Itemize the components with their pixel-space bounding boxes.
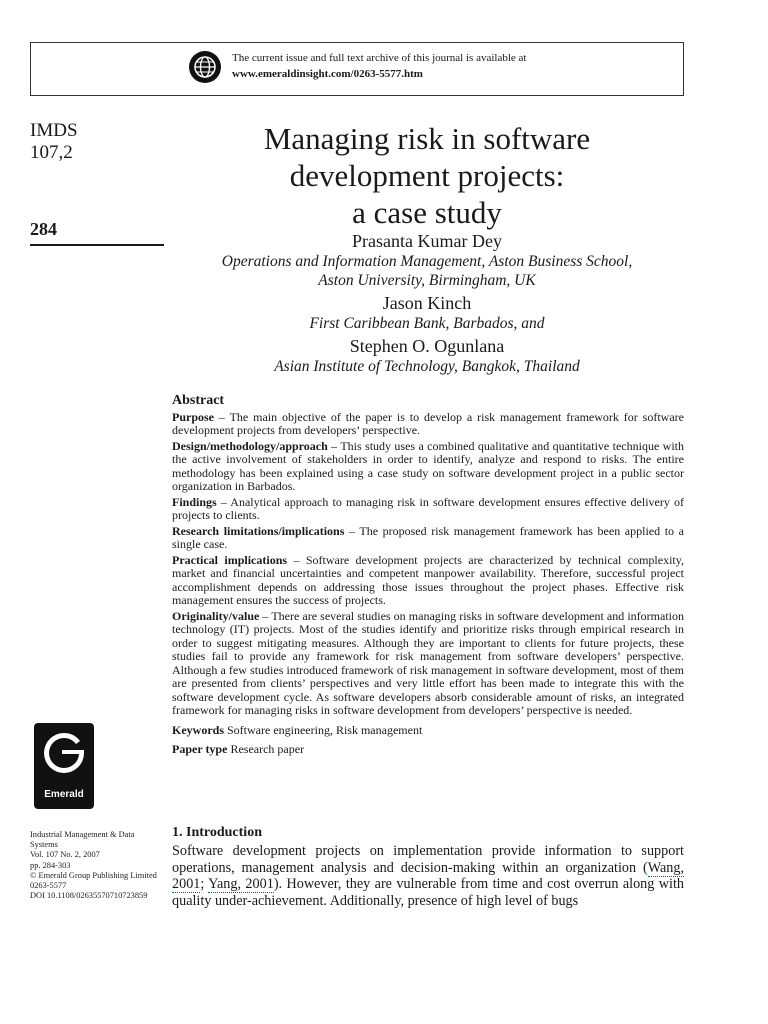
section-label: Originality/value — [172, 608, 260, 623]
section-label: Research limitations/implications — [172, 523, 345, 538]
margin-divider — [30, 244, 164, 246]
citation-line: 0263-5577 — [30, 881, 67, 891]
title-block — [170, 120, 684, 376]
paper-type-label: Paper type — [172, 742, 228, 756]
paper-type-value: Research paper — [227, 742, 305, 756]
title-line: a case study — [352, 195, 502, 230]
page-number: 284 — [30, 219, 57, 239]
author-affiliation: Asian Institute of Technology, Bangkok, Thailand — [274, 358, 580, 375]
author-name: Jason Kinch — [382, 293, 472, 313]
title-line: Managing risk in software — [263, 121, 591, 156]
section-text: – The proposed risk management framework has been applied to a single case. — [172, 523, 684, 551]
author-affiliation: Aston University, Birmingham, UK — [318, 272, 536, 289]
archive-notice-text: The current issue and full text archive of this journal is available at — [232, 52, 527, 64]
author-affiliation: First Caribbean Bank, Barbados, and — [309, 315, 545, 332]
volume-issue: 107,2 — [30, 142, 73, 163]
reference-link[interactable]: Yang, 2001 — [208, 876, 274, 892]
abstract-section-purpose — [172, 411, 684, 438]
intro-text: ; — [200, 876, 209, 892]
abstract-section-findings — [172, 496, 684, 523]
author-affiliation: Operations and Information Management, Aston Business School, — [221, 253, 633, 270]
citation-line: Vol. 107 No. 2, 2007 — [30, 850, 100, 860]
emerald-swirl-icon — [34, 723, 94, 785]
archive-url-link[interactable]: www.emeraldinsight.com/0263-5577.htm — [232, 68, 423, 80]
abstract — [172, 394, 684, 757]
citation-line: DOI 10.1108/02635570710723859 — [30, 891, 148, 901]
abstract-heading: Abstract — [172, 393, 225, 408]
abstract-section-practical — [172, 554, 684, 608]
reference-link[interactable]: Wang, 2001 — [172, 859, 684, 892]
abstract-section-limitations — [172, 525, 684, 552]
introduction-paragraph — [172, 843, 684, 909]
keywords-value: Software engineering, Risk management — [224, 722, 423, 737]
section-label: Purpose — [172, 409, 214, 424]
title-line: development projects: — [289, 158, 565, 193]
citation-line: Systems — [30, 840, 58, 850]
paper-title — [170, 120, 684, 231]
intro-text: ). However, they are vulnerable from time and cost overrun along with quality under-achievement. Additionally, presence of high level of bugs — [172, 876, 684, 909]
paper-type — [172, 743, 684, 757]
journal-volume-label — [30, 120, 78, 164]
globe-icon — [188, 50, 222, 84]
section-text: – Software development projects are characterized by technical complexity, market and financial uncertainties and competent manpower availability. Therefore, successful project accomplishment depends on addressing those issues throughout the project phases. Effective risk management ensures the success of projects. — [172, 552, 684, 607]
section-label: Design/methodology/approach — [172, 438, 328, 453]
keywords — [172, 724, 684, 738]
section-text: – The main objective of the paper is to develop a risk management framework for software development projects from developers’ perspective. — [172, 409, 684, 437]
citation-block — [30, 830, 170, 901]
citation-line: Industrial Management & Data — [30, 830, 135, 839]
section-text: – Analytical approach to managing risk in software development ensures effective delivery of projects to clients. — [172, 494, 684, 522]
section-text: – This study uses a combined qualitative and quantitative technique with the active involvement of stakeholders in order to identify, analyze and respond to risks. The entire methodology has been explained using a case study on software development project in a public sector organization in Barbados. — [172, 438, 684, 493]
section-label: Practical implications — [172, 552, 288, 567]
emerald-logo-text: Emerald — [44, 789, 84, 800]
author-name: Prasanta Kumar Dey — [352, 231, 502, 251]
section-text: – There are several studies on managing risks in software development and information technology (IT) projects. Most of the studies identify and prioritize risks through empirical research in order to suggest mitigating measures. Although they are important to clients for future projects, these studies fail to provide any framework for risk management from software developers’ perspective. Although a few studies introduced framework of risk management in software development, most of them are presented from clients’ perspectives and very little effort has been made to integrate this with the software development cycle. As software developers absorb considerable amount of risks, an integrated framework for managing risks in software development from developers’ perspective is needed. — [172, 608, 684, 717]
intro-text: Software development projects on implementation provide information to support operations, management analysis and decision-making within an organization ( — [172, 843, 684, 876]
citation-line: © Emerald Group Publishing Limited — [30, 870, 157, 880]
abstract-section-originality — [172, 610, 684, 718]
author-name: Stephen O. Ogunlana — [349, 336, 505, 356]
section-label: Findings — [172, 494, 217, 509]
citation-line: pp. 284-303 — [30, 860, 71, 870]
keywords-label: Keywords — [172, 722, 224, 737]
abstract-section-design — [172, 440, 684, 494]
journal-abbreviation: IMDS — [30, 120, 78, 141]
section-heading: 1. Introduction — [172, 825, 262, 840]
